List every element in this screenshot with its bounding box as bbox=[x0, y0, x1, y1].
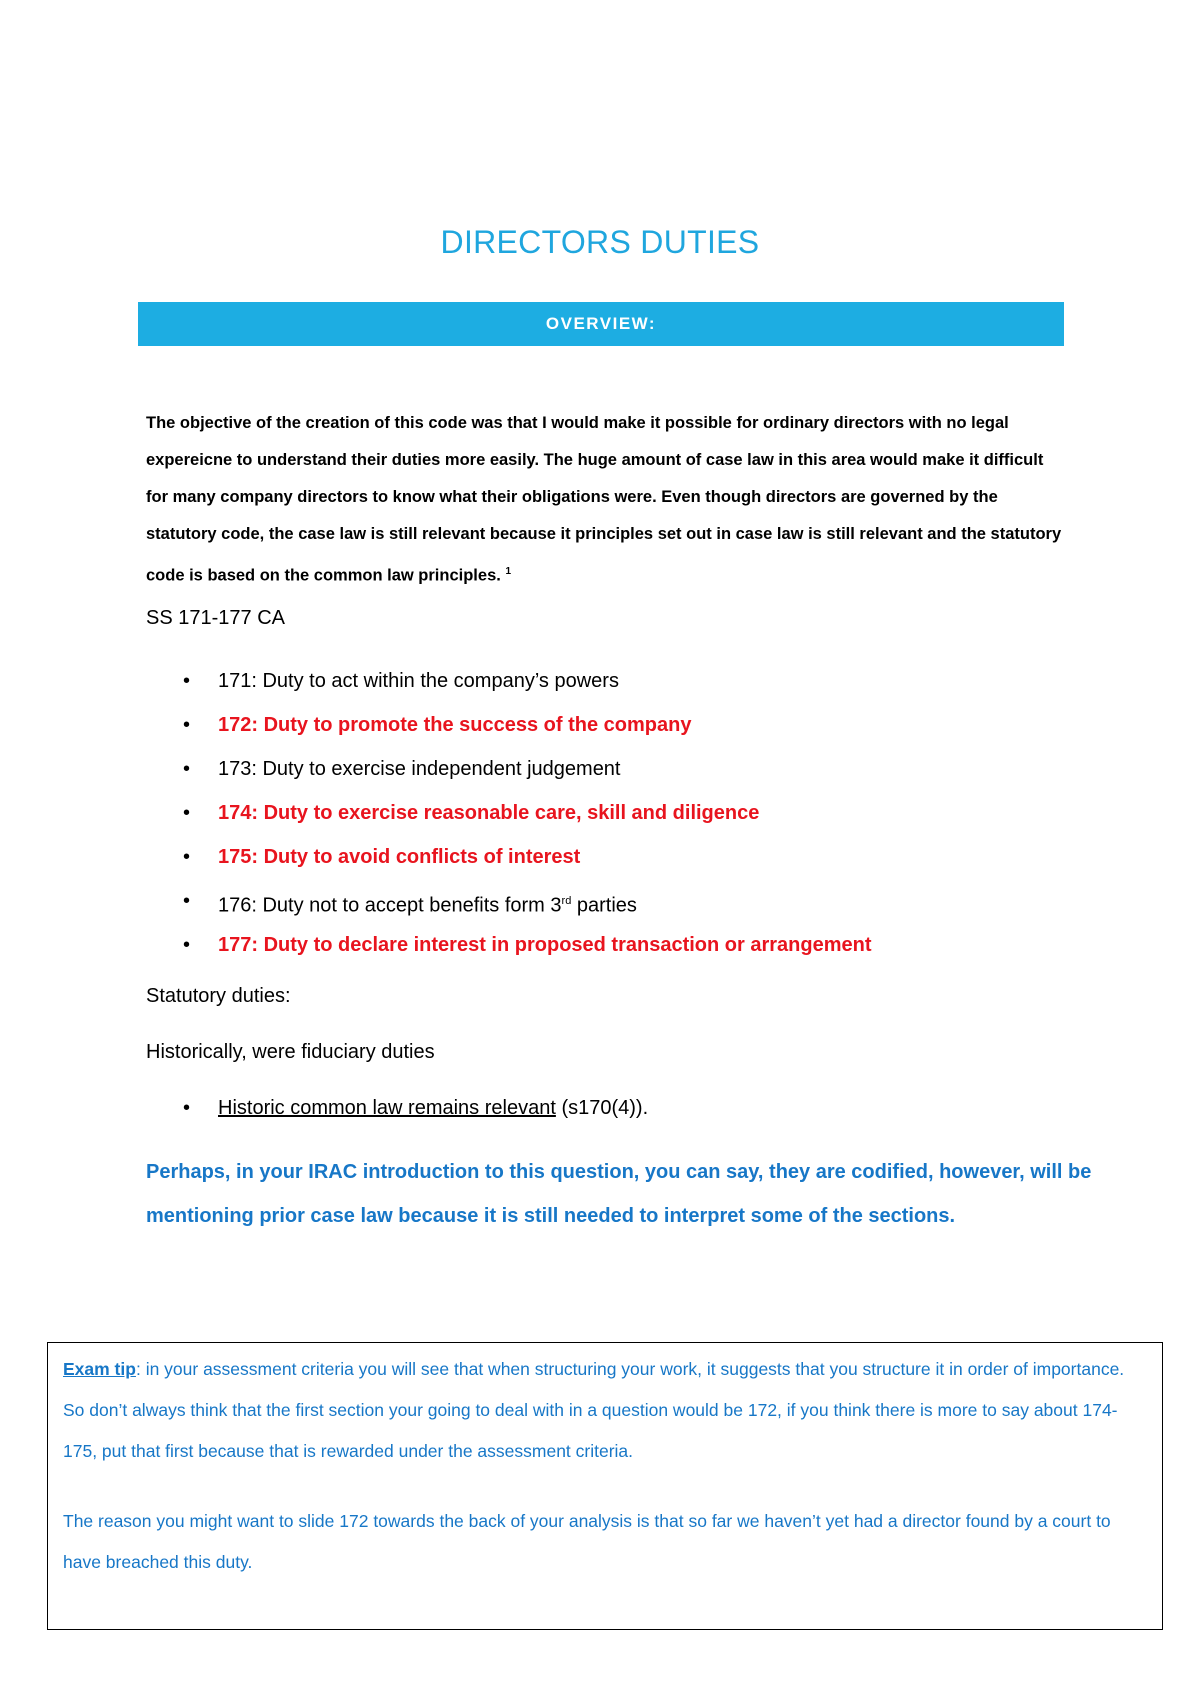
intro-text: The objective of the creation of this code was that I would make it possible for ordinary directors with no legal expereicne to understand their duties more easily. The huge amount of case law in this area would make it difficult for many company directors to know what their obligations were. Even though directors are governed by the statutory code, the case law is still relevant because it principles set out in case law is still relevant and the statutory code is based on the common law principles. bbox=[146, 414, 1062, 585]
bullet-icon: • bbox=[183, 670, 191, 692]
sections-heading: SS 171-177 CA bbox=[146, 607, 285, 629]
bullet-icon: • bbox=[183, 890, 191, 912]
statutory-duties-label: Statutory duties: bbox=[146, 985, 291, 1007]
exam-tip-box bbox=[47, 1342, 1163, 1630]
footnote-marker[interactable]: 1 bbox=[505, 566, 511, 577]
irac-note: Perhaps, in your IRAC introduction to this question, you can say, they are codified, however, will be mentioning prior case law because it is still needed to interpret some of the sections. bbox=[146, 1161, 1092, 1227]
intro-paragraph bbox=[146, 405, 1066, 595]
bullet-icon: • bbox=[183, 714, 191, 736]
duty-item-172: • 172: Duty to promote the success of the company bbox=[146, 703, 872, 747]
historic-common-law-item: • Historic common law remains relevant (s170(4)). bbox=[183, 1097, 649, 1119]
duty-item-173: • 173: Duty to exercise independent judgement bbox=[146, 747, 872, 791]
duty-item-177: • 177: Duty to declare interest in proposed transaction or arrangement bbox=[146, 923, 872, 967]
duty-item-171: • 171: Duty to act within the company’s powers bbox=[146, 659, 872, 703]
bullet-icon: • bbox=[183, 934, 191, 956]
overview-label: OVERVIEW: bbox=[545, 314, 657, 333]
duty-list bbox=[146, 659, 872, 967]
bullet-icon: • bbox=[183, 846, 191, 868]
bullet-icon: • bbox=[183, 802, 191, 824]
exam-tip-paragraph-2: The reason you might want to slide 172 towards the back of your analysis is that so far we haven’t yet had a director found by a court to have breached this duty. bbox=[63, 1511, 1111, 1572]
document-title: DIRECTORS DUTIES bbox=[440, 224, 760, 260]
duty-item-176: • 176: Duty not to accept benefits form 3rd parties bbox=[146, 879, 872, 923]
ordinal-suffix: rd bbox=[561, 895, 572, 907]
historically-label: Historically, were fiduciary duties bbox=[146, 1041, 435, 1063]
duty-item-175: • 175: Duty to avoid conflicts of interest bbox=[146, 835, 872, 879]
overview-banner bbox=[138, 302, 1064, 346]
duty-item-174: • 174: Duty to exercise reasonable care, skill and diligence bbox=[146, 791, 872, 835]
exam-tip-paragraph: Exam tip: in your assessment criteria you will see that when structuring your work, it suggests that you structure it in order of importance. So don’t always think that the first section your going to deal with in a question would be 172, if you think there is more to say about 174-175, put that first because that is rewarded under the assessment criteria. bbox=[63, 1359, 1125, 1461]
bullet-icon: • bbox=[183, 1097, 191, 1119]
exam-tip-label: Exam tip bbox=[63, 1359, 136, 1379]
bullet-icon: • bbox=[183, 758, 191, 780]
historic-common-law-link[interactable]: Historic common law remains relevant bbox=[218, 1097, 556, 1119]
